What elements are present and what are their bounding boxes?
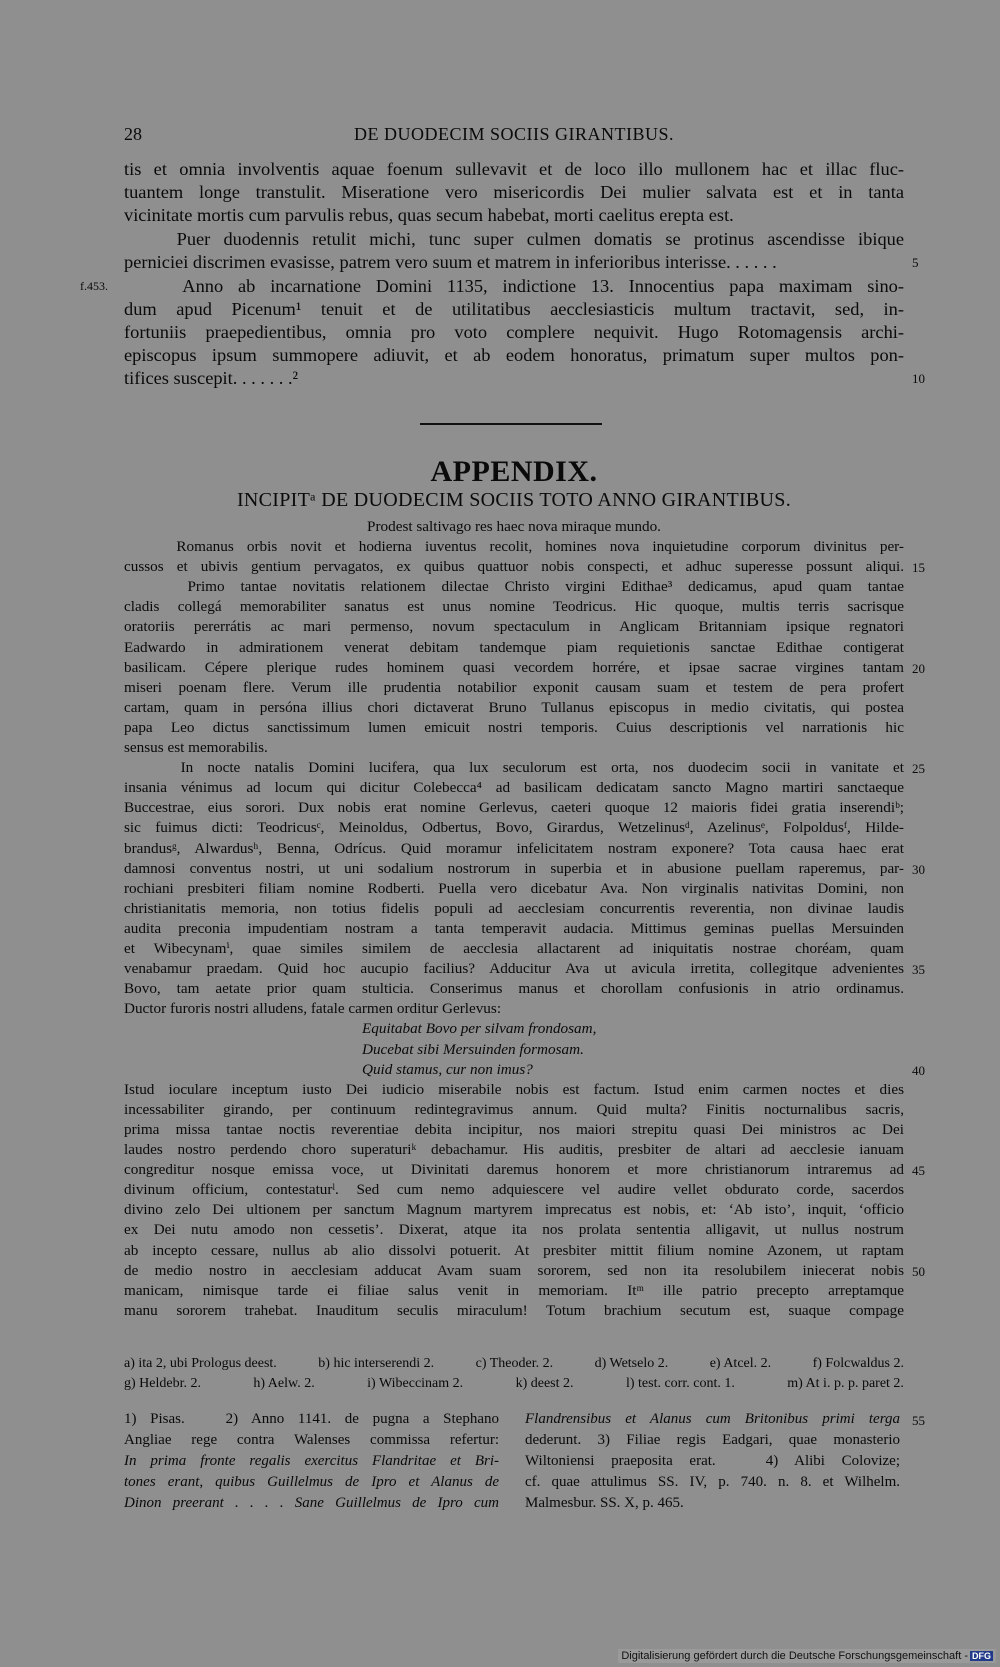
text-line: sic fuimus dicti: Teodricusᶜ, Meinoldus, Odbertus, Bovo, Girardus, Wetzelinusᵈ, Azelinusᵉ, Folpoldusᶠ, Hilde- (124, 819, 904, 837)
apparatus-entry: g) Heldebr. 2. (124, 1376, 201, 1391)
notes-left-column (124, 1409, 499, 1514)
text-line: ab incepto cessare, nullus ab alio dissolvi potuerit. At presbiter mittit filium nomine Azonem, ut raptam (124, 1241, 904, 1259)
note-line: In prima fronte regalis exercitus Flandritae et Bri- (124, 1453, 499, 1469)
text-line: sensus est memorabilis. (124, 739, 268, 756)
apparatus-entry: l) test. corr. cont. 1. (625, 1376, 735, 1391)
apparatus-entry: f) Folcwaldus 2. (812, 1356, 904, 1371)
apparatus-entry: d) Wetselo 2. (594, 1356, 669, 1371)
note-line: 1) Pisas. 2) Anno 1141. de pugna a Stephano (124, 1411, 499, 1427)
line-number: 30 (912, 861, 925, 877)
line-number: 5 (912, 255, 919, 270)
line-number: 45 (912, 1163, 925, 1179)
line-number: 55 (912, 1413, 925, 1428)
line-number: 20 (912, 660, 925, 676)
note-line: tones erant, quibus Guillelmus de Ipro et Alanus de (124, 1474, 499, 1490)
running-title: DE DUODECIM SOCIIS GIRANTIBUS. (353, 124, 674, 144)
text-line: perniciei discrimen evasisse, patrem vero suum et matrem in inferioribus interisse. . . . . . (124, 252, 777, 272)
appendix-subtitle: INCIPITᵃ DE DUODECIM SOCIIS TOTO ANNO GIRANTIBUS. (236, 489, 792, 511)
note-line: Angliae rege contra Walenses commissa refertur: (124, 1432, 499, 1448)
text-line: Eadwardo in admirationem venerat debitam tandemque piam requietionis sanctae Edithae contigerat (124, 638, 904, 656)
text-line: audita preconia impudentiam nostram a tanta temperavit audacia. Mittimus geminas puellas Mersuinden (124, 919, 904, 937)
text-line: cussos et ubivis gentium pervagatos, ex quibus quattuor nobis conspecti, et adhuc superesse possunt aliqui. (124, 558, 904, 576)
notes-right-column (525, 1409, 900, 1514)
text-line: In nocte natalis Domini lucifera, qua lux seculorum est orta, nos duodecim socii in vanitate et (124, 759, 904, 777)
line-number: 50 (912, 1263, 925, 1279)
text-line: cartam, quam in persóna illius chori dictaverat Bruno Tullanus episcopus in medio civitatis, qui postea (124, 698, 904, 716)
text-line: tuantem longe transtulit. Miseratione vero misericordis Dei mulier salvata est et in tanta (124, 182, 904, 202)
text-line: miseri poenam flere. Verum ille prudentia notabilior exponit causam suam et testem de pera profert (124, 678, 904, 696)
poem-line: Quid stamus, cur non imus? (362, 1060, 533, 1078)
text-line: Puer duodennis retulit michi, tunc super culmen domatis se protinus ascendisse ibique (124, 229, 904, 249)
line-number: 25 (912, 761, 925, 777)
digitization-credit (618, 1649, 996, 1663)
text-line: tis et omnia involventis aquae foenum sullevavit et de loco illo mullonem hac et illac fluc- (124, 159, 904, 179)
text-line: insania vénimus ad locum qui dicitur Colebecca⁴ ad basilicam dedicatam sancto Magno martiri sanctaeque (124, 779, 904, 797)
text-line: dum apud Picenum¹ tenuit et de utilitatibus aecclesiasticis multum tractavit, sed, in- (124, 299, 904, 319)
text-line: manicam, nimisque tarde ei filiae salus venit in memoriam. Itᵐ ille patrio precepto arreptamque (124, 1281, 904, 1299)
dfg-logo: DFG (972, 1651, 991, 1661)
text-line: manu sororem trahebat. Inauditum seculis miraculum! Totum brachium secutum est, suaque compage (124, 1301, 904, 1319)
note-line: cf. quae attulimus SS. IV, p. 740. n. 8. et Wilhelm. (525, 1474, 900, 1490)
text-line: Anno ab incarnatione Domini 1135, indictione 13. Innocentius papa maximam sino- (124, 276, 904, 296)
text-line: damnosi conventus nostri, ut uni sodalium nostrorum in superbia et in abusione puellam raperemus, par- (124, 859, 904, 877)
text-line: christianitatis memoria, non totius fidelis populi ad aecclesiam concurrentis reverentia, non divinae laudis (124, 899, 904, 917)
text-line: congreditur nosque emissa voce, ut Divinitati daremus honorem et more christianorum intraremus ad (124, 1161, 904, 1179)
credit-text: Digitalisierung gefördert durch die Deutsche Forschungsgemeinschaft - (621, 1650, 968, 1662)
apparatus-line (124, 1354, 904, 1374)
text-line: vicinitate mortis cum parvulis rebus, quas secum habebat, morti caelitus erepta est. (124, 205, 734, 225)
poem-line: Ducebat sibi Mersuinden formosam. (362, 1040, 584, 1058)
text-line: rochiani presbiteri filiam nomine Rodberti. Puella vero dicebatur Ava. Non virginalis nativitas Domini, non (124, 879, 904, 897)
text-line: et Wibecynamⁱ, quae similes similem de aecclesia allactarent ad iniquitatis nostrae choréam, quam (124, 940, 904, 957)
note-line: Dinon preerant . . . . Sane Guillelmus de Ipro cum (124, 1495, 499, 1511)
page-number: 28 (124, 124, 142, 144)
text-line: prima missa tantae noctis reverentiae debita incipitur, nos maiori strepitu quasi Dei ministros ac Dei (124, 1120, 904, 1138)
text-line: papa Leo dictus sanctissimum lumen emicuit nostri temporis. Cuius descriptionis vel narrationis hic (124, 718, 904, 736)
apparatus-line (124, 1374, 904, 1394)
running-header (124, 124, 904, 150)
text-line: divino zelo Dei ultionem per sanctum Magnum martyrem imprecatus est nobis, et: ‘Ab isto’, inquit, ‘officio (124, 1201, 904, 1219)
text-line: episcopus ipsum summopere adiuvit, et ab eodem honoratus, primatum super multos pon- (124, 345, 904, 365)
note-line: dederunt. 3) Filiae regis Eadgari, quae monasterio (525, 1432, 900, 1448)
text-line: de medio nostro in aecclesiam adducat Avam suam sororem, sed non ita resolubilem iniecerat nobis (124, 1261, 904, 1279)
verse-intro: Prodest saltivago res haec nova miraque mundo. (367, 518, 661, 535)
apparatus-entry: c) Theoder. 2. (475, 1356, 554, 1371)
line-number: 10 (912, 371, 925, 386)
apparatus-entry: a) ita 2, ubi Prologus deest. (124, 1356, 277, 1371)
poem-line: Equitabat Bovo per silvam frondosam, (362, 1020, 597, 1038)
note-line: Flandrensibus et Alanus cum Britonibus primi terga (525, 1411, 900, 1427)
text-line: basilicam. Cépere plerique rudes hominem quasi vecordem horrére, et ipsae sacrae virgines tantam (124, 658, 904, 676)
line-number: 15 (912, 560, 925, 576)
note-line: Malmesbur. SS. X, p. 465. (525, 1495, 684, 1511)
text-line: cladis collegá memorabiliter sanatus est unus nomine Teodricus. Hic quoque, multis terris sacrisque (124, 598, 904, 616)
apparatus-entry: h) Aelw. 2. (253, 1376, 315, 1391)
text-line: oratoriis pererrátis ac mari permenso, novum spectaculum in Anglicam Britanniam ipsique regnatori (124, 618, 904, 636)
line-number: 40 (912, 1062, 925, 1078)
text-line: incessabiliter girando, per continuum redintegravimus annum. Quid multa? Finitis nocturnalibus sacris, (124, 1100, 904, 1118)
apparatus-entry: i) Wibeccinam 2. (367, 1376, 464, 1391)
text-line: Ductor furoris nostri alludens, fatale carmen orditur Gerlevus: (124, 1000, 502, 1018)
text-line: tifices suscepit. . . . . . .² (124, 368, 299, 388)
apparatus-entry: b) hic interserendi 2. (318, 1356, 435, 1371)
apparatus-entry: k) deest 2. (515, 1376, 574, 1391)
text-line: fortuniis praepedientibus, omnia pro voto complere nequivit. Hugo Rotomagensis archi- (124, 322, 904, 342)
text-line: Romanus orbis novit et hodierna iuventus recolit, homines nova inquietudine corporum divinitus per- (124, 538, 904, 555)
section-divider (420, 423, 602, 425)
apparatus-entry: m) At i. p. p. paret 2. (787, 1376, 904, 1391)
text-line: divinum officium, contestaturˡ. Sed cum nemo adquiescere vel audire vellet obdurato corde, sacerdos (124, 1181, 904, 1199)
text-line: brandusᵍ, Alwardusʰ, Benna, Odrícus. Quid moramur infelicitatem nostram exponere? Tota causa haec erat (124, 839, 904, 857)
text-line: Istud ioculare inceptum iusto Dei iudicio miserabile nobis est factum. Istud enim carmen noctes et dies (124, 1080, 904, 1098)
text-line: laudes nostro perdendo choro superaturiᵏ debachamur. His auditis, presbiter de altari ad aecclesie ianuam (124, 1141, 904, 1158)
line-number: 35 (912, 962, 925, 978)
text-line: ex Dei nutu amodo non cessetis’. Dixerat, atque ita nos prolata sententia alligavit, ut nullus nostrum (124, 1221, 904, 1239)
text-line: venabamur praedam. Quid hoc aucupio facilius? Adducitur Ava ut avicula irretita, collegitque advenientes (124, 960, 904, 978)
apparatus-entry: e) Atcel. 2. (709, 1356, 772, 1371)
margin-folio: f.453. (80, 279, 108, 293)
text-line: Primo tantae novitatis relationem dilectae Christo virgini Edithae³ dedicamus, apud quam tantae (124, 578, 904, 596)
text-line: Buccestrae, eius sorori. Dux nobis erat nomine Gerlevus, caeteri quoque 12 maioris fidei gratia inserendiᵇ; (124, 799, 904, 817)
text-line: Bovo, tam aetate prior quam stulticia. Conserimus manus et chorollam confusionis in atrio ordinamus. (124, 980, 904, 998)
note-line: Wiltoniensi praeposita erat. 4) Alibi Colovize; (525, 1453, 900, 1469)
appendix-title: APPENDIX. (430, 455, 598, 488)
